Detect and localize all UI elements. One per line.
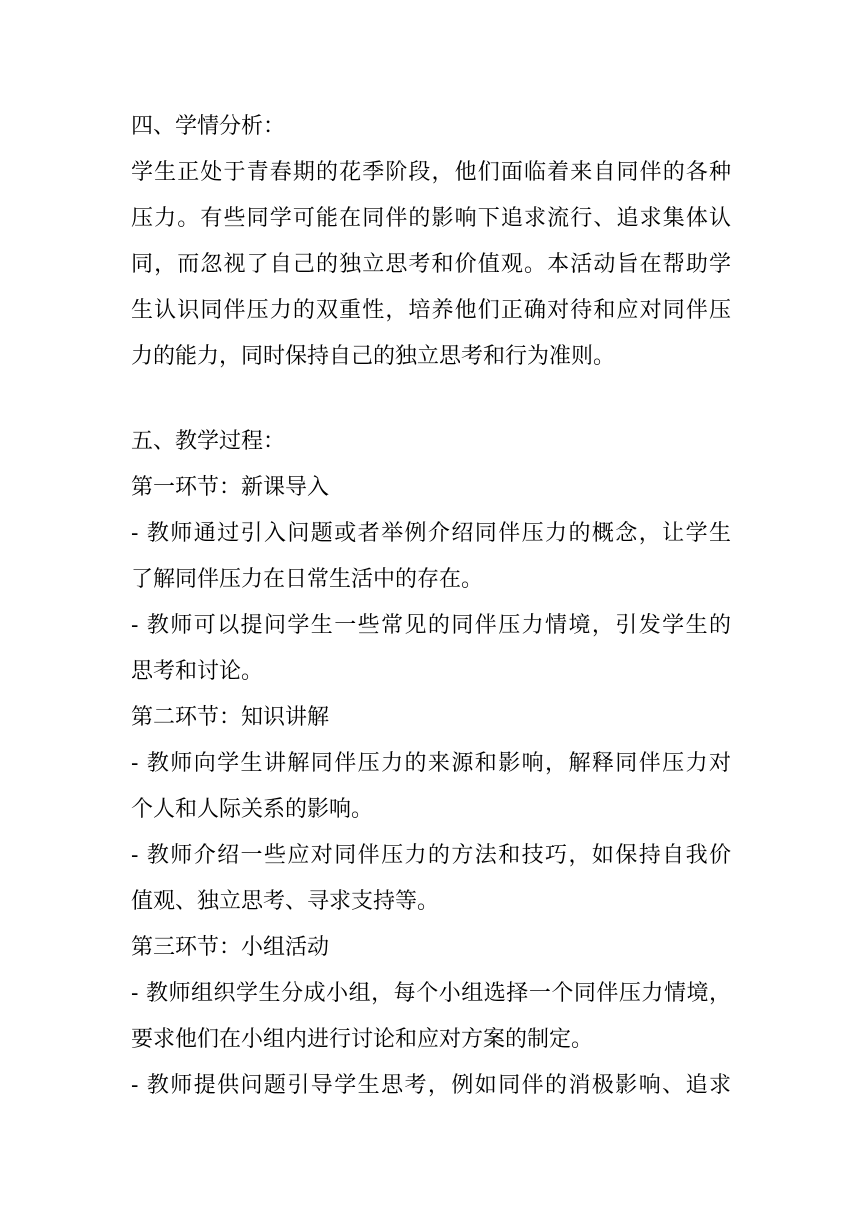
step-2-title: 第二环节：知识讲解 [131,705,330,730]
step-2-bullet-line: - 教师向学生讲解同伴压力的来源和影响，解释同伴压力对 [131,751,731,776]
step-2-bullet-line: - 教师介绍一些应对同伴压力的方法和技巧，如保持自我价 [131,843,731,868]
step-3-bullet-line: - 教师提供问题引导学生思考，例如同伴的消极影响、追求 [131,1073,731,1098]
step-1-bullet-line: 思考和讨论。 [131,659,264,684]
section-4-paragraph-line: 力的能力，同时保持自己的独立思考和行为准则。 [131,344,616,369]
step-3-bullet-line: 要求他们在小组内进行讨论和应对方案的制定。 [131,1027,594,1052]
step-1-bullet-line: 了解同伴压力在日常生活中的存在。 [131,567,484,592]
step-3-title: 第三环节：小组活动 [131,935,330,960]
step-1-bullet-line: - 教师可以提问学生一些常见的同伴压力情境，引发学生的 [131,613,731,638]
section-4-paragraph-line: 同，而忽视了自己的独立思考和价值观。本活动旨在帮助学 [131,252,731,277]
section-5-heading: 五、教学过程： [131,429,286,454]
section-4-heading: 四、学情分析： [131,114,286,139]
step-2-bullet-line: 个人和人际关系的影响。 [131,797,374,822]
step-3-bullet-line: - 教师组织学生分成小组，每个小组选择一个同伴压力情境， [131,981,731,1006]
section-4-paragraph-line: 压力。有些同学可能在同伴的影响下追求流行、追求集体认 [131,206,731,231]
step-2-bullet-line: 值观、独立思考、寻求支持等。 [131,889,440,914]
step-1-title: 第一环节：新课导入 [131,475,330,500]
step-1-bullet-line: - 教师通过引入问题或者举例介绍同伴压力的概念，让学生 [131,521,731,546]
section-4-paragraph-line: 学生正处于青春期的花季阶段，他们面临着来自同伴的各种 [131,160,731,185]
section-4-paragraph-line: 生认识同伴压力的双重性，培养他们正确对待和应对同伴压 [131,298,731,323]
